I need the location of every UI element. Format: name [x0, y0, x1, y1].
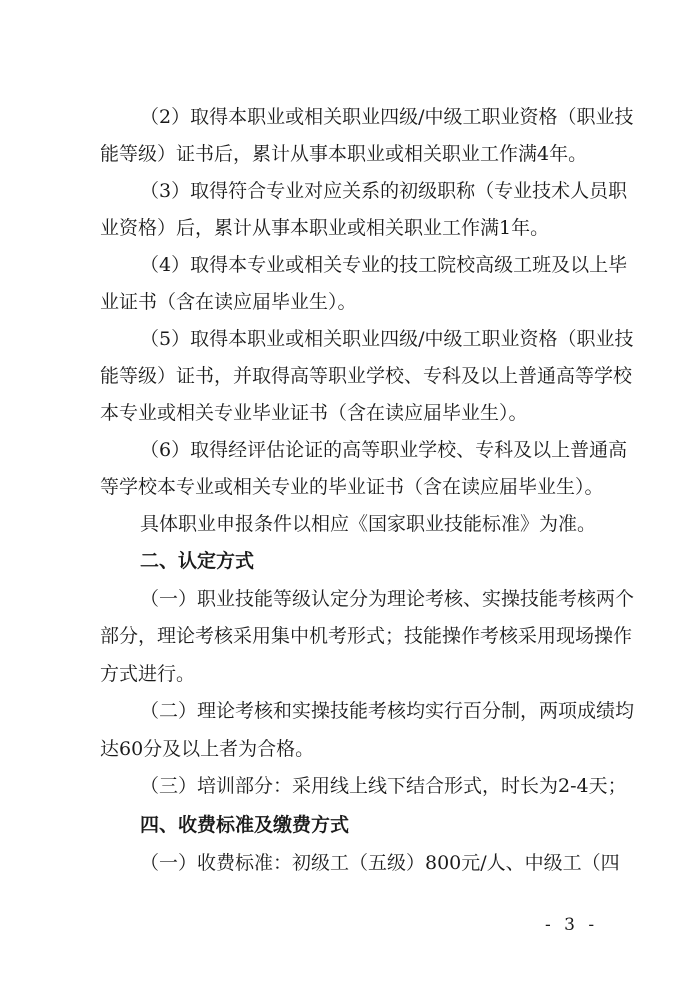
standard-note: 具体职业申报条件以相应《国家职业技能标准》为准。 — [140, 513, 597, 535]
paragraph-4-line-1: （4）取得本专业或相关专业的技工院校高级工班及以上毕 — [140, 254, 628, 276]
paragraph-3-line-1: （3）取得符合专业对应关系的初级职称（专业技术人员职 — [140, 180, 628, 202]
assessment-item-2-line-2: 达60分及以上者为合格。 — [100, 738, 315, 760]
assessment-item-2-line-1: （二）理论考核和实操技能考核均实行百分制，两项成绩均 — [140, 700, 635, 722]
paragraph-6-line-2: 等学校本专业或相关专业的毕业证书（含在读应届毕业生）。 — [100, 476, 604, 498]
paragraph-2-line-2: 能等级）证书后，累计从事本职业或相关职业工作满4年。 — [100, 143, 588, 165]
assessment-item-1-line-3: 方式进行。 — [100, 663, 196, 685]
page-number: - 3 - — [545, 915, 599, 935]
section-heading-fees: 四、收费标准及缴费方式 — [140, 814, 350, 836]
paragraph-5-line-3: 本专业或相关专业毕业证书（含在读应届毕业生）。 — [100, 402, 528, 424]
paragraph-6-line-1: （6）取得经评估论证的高等职业学校、专科及以上普通高 — [140, 439, 628, 461]
assessment-item-3: （三）培训部分：采用线上线下结合形式，时长为2-4天； — [140, 775, 627, 797]
section-heading-assessment: 二、认定方式 — [140, 550, 255, 572]
paragraph-5-line-2: 能等级）证书，并取得高等职业学校、专科及以上普通高等学校 — [100, 365, 633, 387]
paragraph-3-line-2: 业资格）后，累计从事本职业或相关职业工作满1年。 — [100, 217, 550, 239]
paragraph-2-line-1: （2）取得本职业或相关职业四级/中级工职业资格（职业技 — [140, 106, 634, 128]
assessment-item-1-line-2: 部分，理论考核采用集中机考形式；技能操作考核采用现场操作 — [100, 625, 633, 647]
assessment-item-1-line-1: （一）职业技能等级认定分为理论考核、实操技能考核两个 — [140, 588, 635, 610]
paragraph-5-line-1: （5）取得本职业或相关职业四级/中级工职业资格（职业技 — [140, 328, 634, 350]
paragraph-4-line-2: 业证书（含在读应届毕业生）。 — [100, 291, 357, 313]
fee-item-1-line-1: （一）收费标准：初级工（五级）800元/人、中级工（四 — [140, 852, 620, 874]
